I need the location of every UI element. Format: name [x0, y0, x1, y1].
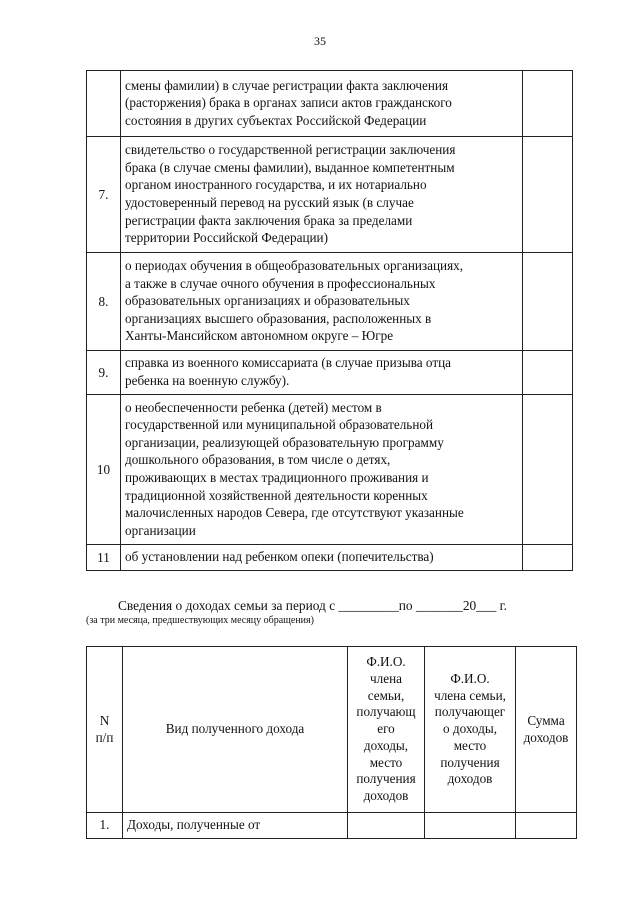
document-text-line: ребенка на военную службу). — [125, 373, 290, 388]
header-line: место — [369, 754, 403, 770]
header-line: Сумма — [527, 712, 565, 728]
header-income-sum — [516, 647, 577, 813]
document-row — [87, 545, 573, 571]
header-line: Ф.И.О. — [450, 670, 490, 686]
document-row — [87, 137, 573, 253]
header-line: N — [99, 712, 110, 728]
document-row-text — [121, 395, 523, 545]
income-row-num: 1. — [87, 813, 123, 839]
document-text-line: (расторжения) брака в органах записи актов гражданского — [125, 95, 452, 111]
document-text-line: малочисленных народов Севера, где отсутствуют указанные — [125, 505, 464, 521]
header-line: члена — [370, 670, 402, 686]
document-row — [87, 71, 573, 137]
document-row-text — [121, 71, 523, 137]
document-text-line: состояния в других субъектах Российской Федерации — [125, 112, 427, 128]
document-text-line: смены фамилии) в случае регистрации факта заключения — [125, 77, 449, 93]
header-sum-lines — [517, 713, 575, 747]
document-text-line: государственной или муниципальной образовательной — [125, 417, 434, 433]
income-row-kind: Доходы, полученные от — [123, 813, 348, 839]
documents-table-body — [87, 71, 573, 571]
header-line: п/п — [95, 729, 114, 745]
income-table-header-row — [87, 647, 577, 813]
document-text-line: о периодах обучения в общеобразовательных организациях, — [125, 258, 464, 274]
document-text-line: удостоверенный перевод на русский язык (в случае — [125, 195, 414, 210]
header-line: доходы, — [363, 737, 409, 753]
document-row-number: 8. — [87, 253, 121, 351]
document-text-line: справка из военного комиссариата (в случае призыва отца — [125, 355, 452, 371]
document-row-mark-cell[interactable] — [523, 395, 573, 545]
header-line: доходов — [523, 729, 569, 745]
income-row-fio2[interactable] — [425, 813, 516, 839]
document-row-mark-cell[interactable] — [523, 71, 573, 137]
header-line: доходов — [447, 771, 493, 787]
document-text-line: брака (в случае смены фамилии), выданное компетентным — [125, 159, 455, 175]
income-table — [86, 646, 577, 839]
income-row-fio1[interactable] — [348, 813, 425, 839]
document-text-line: об установлении над ребенком опеки (попечительства) — [125, 549, 434, 565]
income-table-row — [87, 813, 577, 839]
header-line: семьи, — [367, 687, 405, 703]
document-row-text — [121, 253, 523, 351]
document-text-line: традиционной хозяйственной деятельности коренных — [125, 487, 428, 503]
header-line: место — [453, 737, 487, 753]
document-row-text — [121, 351, 523, 395]
income-period-note: (за три месяца, предшествующих месяцу обращения) — [86, 615, 314, 626]
page-number: 35 — [314, 34, 326, 48]
header-num — [87, 647, 123, 813]
document-text-line: организации, реализующей образовательную программу — [125, 434, 444, 450]
header-line: доходов — [363, 788, 409, 804]
document-row — [87, 395, 573, 545]
header-line: Вид полученного дохода — [165, 721, 305, 737]
document-row-number — [87, 71, 121, 137]
document-row-text — [121, 545, 523, 571]
header-kind-lines — [124, 721, 346, 738]
header-line: члена семьи, — [434, 687, 506, 703]
income-heading: Сведения о доходах семьи за период с _________по _______20___ г. — [118, 598, 507, 613]
document-text-line: о необеспеченности ребенка (детей) местом в — [125, 399, 382, 415]
header-fio1-lines — [349, 654, 423, 805]
document-row-mark-cell[interactable] — [523, 545, 573, 571]
document-text-line: организации — [125, 522, 196, 538]
header-line: о доходы, — [442, 721, 498, 737]
header-fio-recipient — [348, 647, 425, 813]
document-row-mark-cell[interactable] — [523, 351, 573, 395]
document-row-number: 9. — [87, 351, 121, 395]
document-text-line: образовательных организациях и образовательных — [125, 293, 410, 309]
document-text-line: а также в случае очного обучения в профессиональных — [125, 275, 436, 291]
header-line: получающ — [356, 704, 416, 720]
documents-table — [86, 70, 573, 571]
document-row-mark-cell[interactable] — [523, 137, 573, 253]
header-line: его — [377, 721, 395, 737]
document-text-line: органом иностранного государства, и их нотариально — [125, 177, 427, 193]
document-row — [87, 351, 573, 395]
header-line: получения — [440, 754, 500, 770]
document-row-number: 7. — [87, 137, 121, 253]
header-fio-recipient-2 — [425, 647, 516, 813]
document-text-line: свидетельство о государственной регистрации заключения — [125, 142, 456, 158]
header-num-lines — [88, 713, 121, 747]
document-row-mark-cell[interactable] — [523, 253, 573, 351]
header-income-kind — [123, 647, 348, 813]
header-line: получения — [356, 771, 416, 787]
document-text-line: Ханты-Мансийском автономном округе – Югре — [125, 328, 394, 344]
header-line: Ф.И.О. — [366, 653, 406, 669]
income-row-sum[interactable] — [516, 813, 577, 839]
document-text-line: проживающих в местах традиционного проживания и — [125, 470, 429, 485]
header-fio2-lines — [426, 671, 514, 789]
document-row-number: 10 — [87, 395, 121, 545]
document-row-text — [121, 137, 523, 253]
document-text-line: регистрации факта заключения брака за пределами — [125, 212, 413, 228]
document-text-line: территории Российской Федерации) — [125, 230, 329, 246]
header-line: получающег — [434, 704, 506, 720]
document-text-line: организациях высшего образования, расположенных в — [125, 310, 432, 326]
document-row-number: 11 — [87, 545, 121, 571]
document-row — [87, 253, 573, 351]
document-text-line: дошкольного образования, в том числе о детях, — [125, 452, 391, 468]
